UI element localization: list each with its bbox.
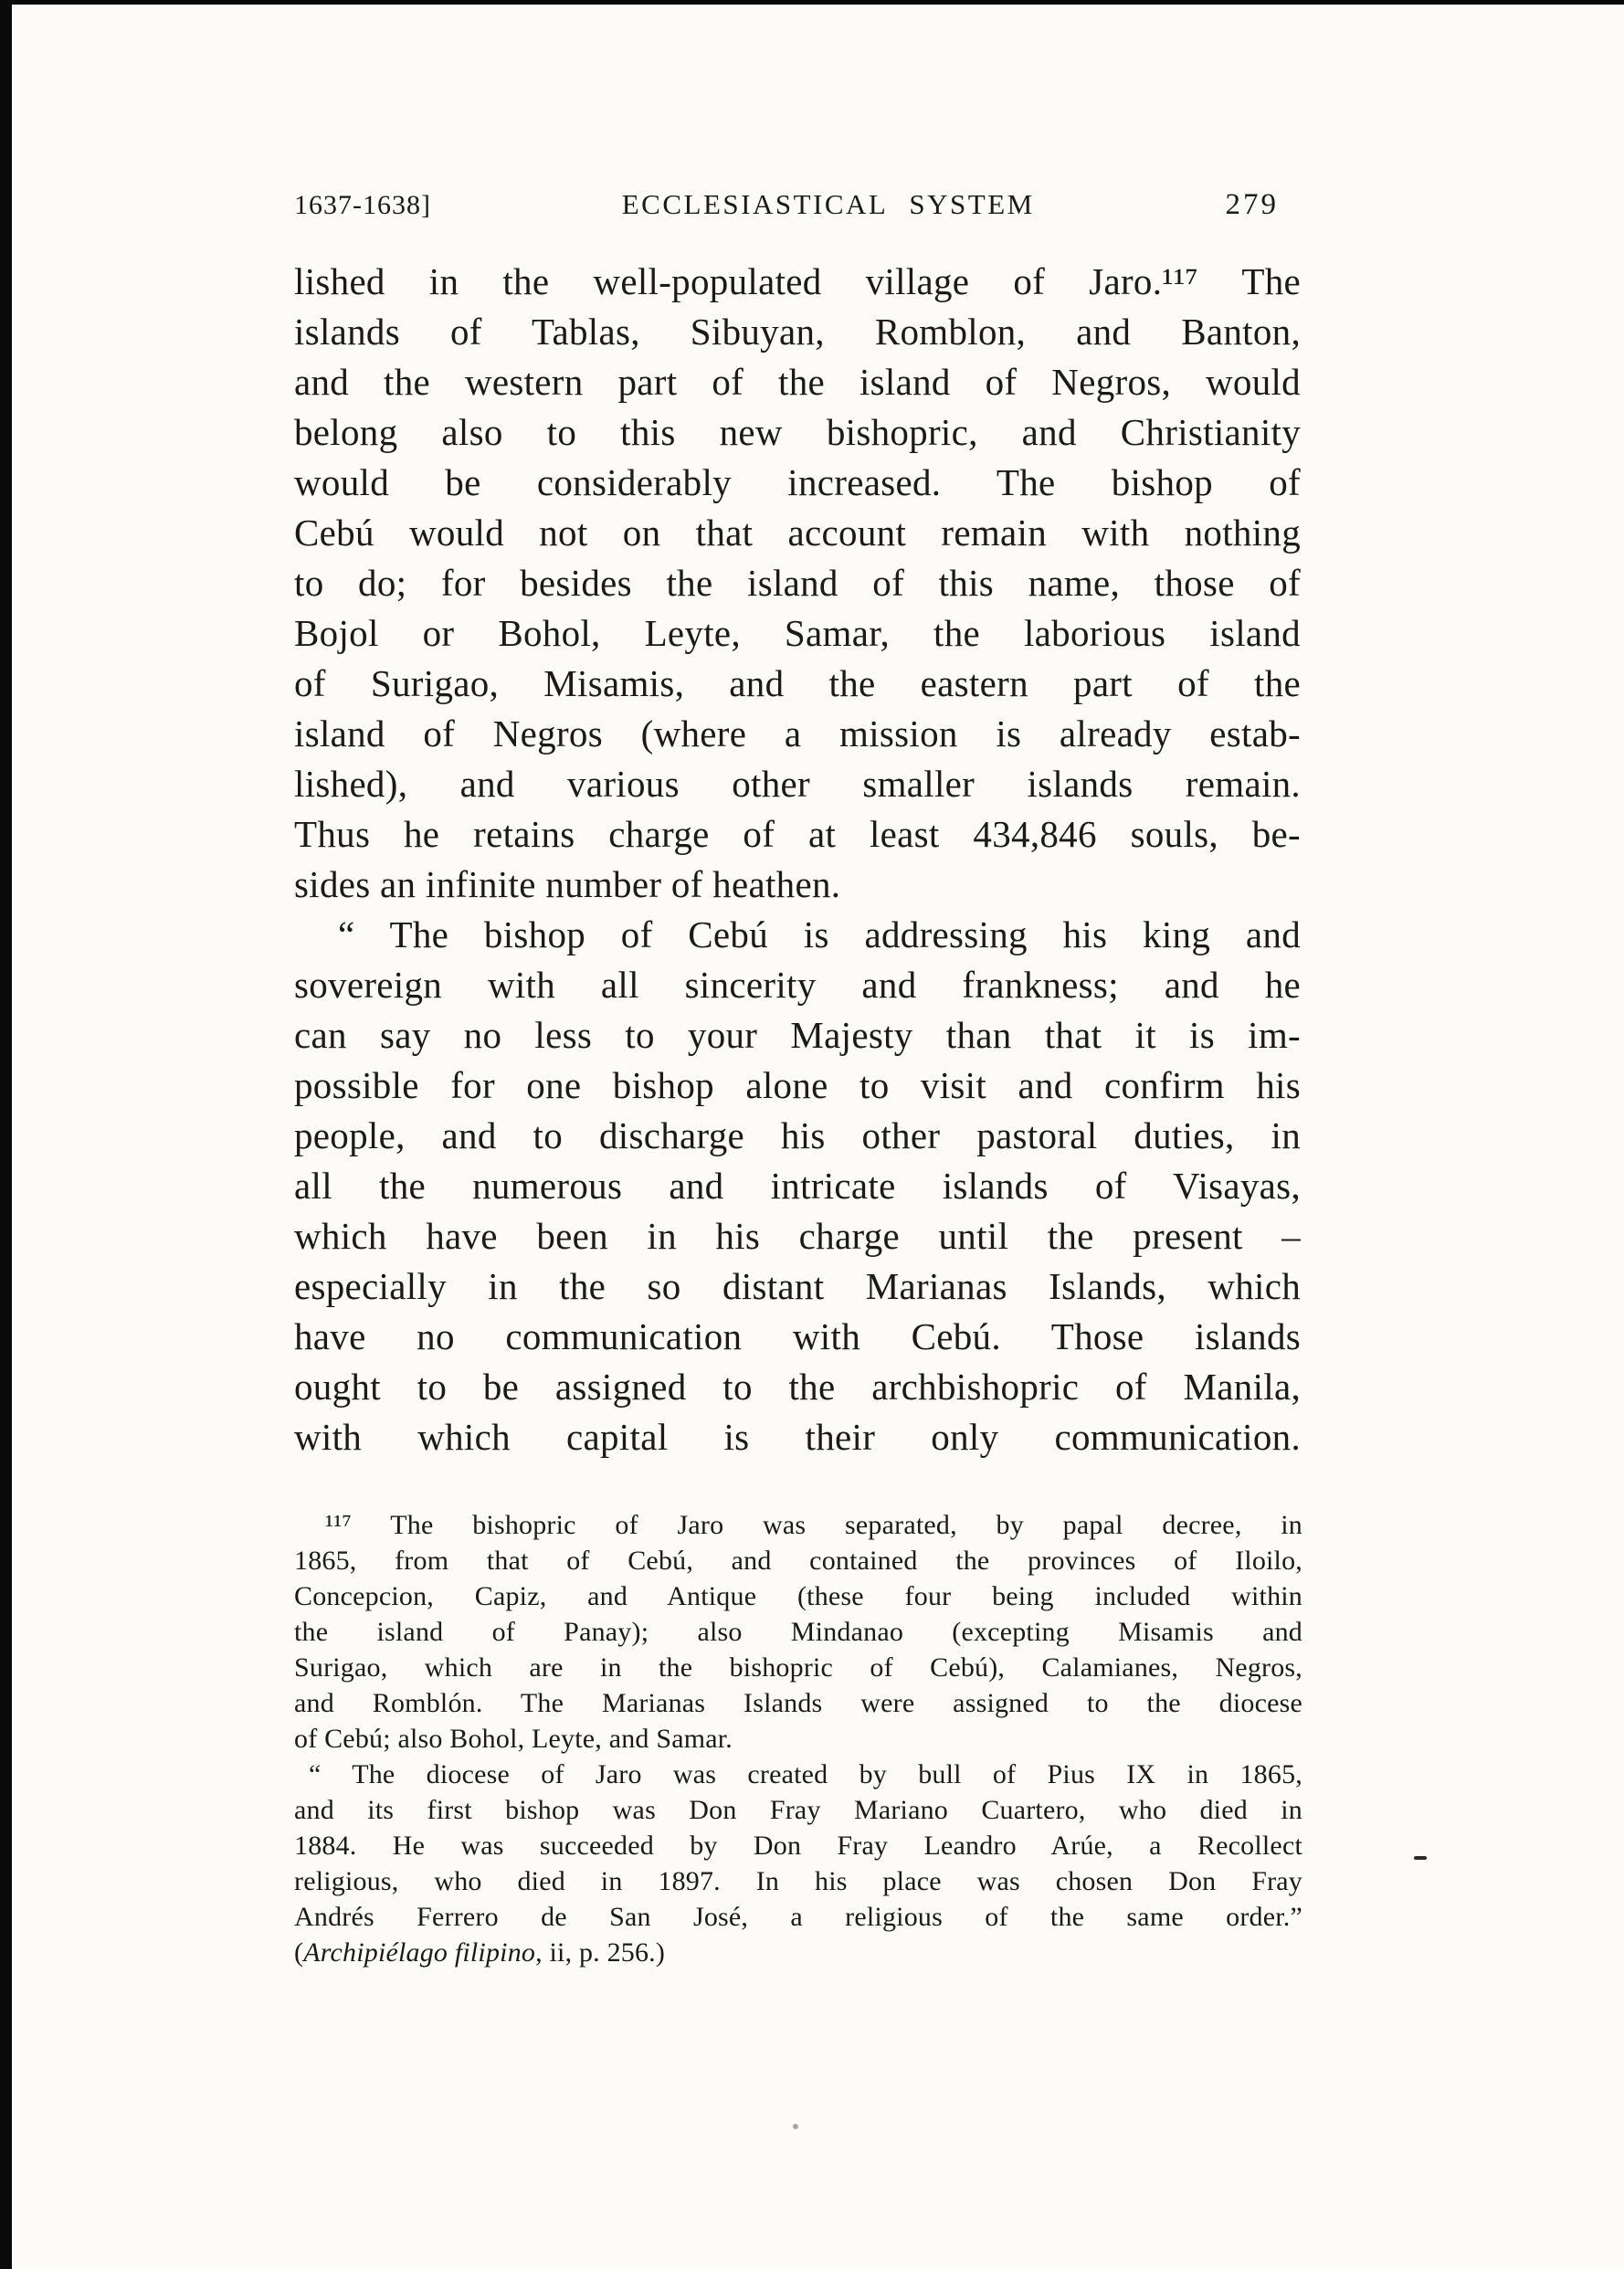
footnote-text-line: 1865, from that of Cebú, and contained the provinces of Iloilo, — [294, 1546, 1302, 1576]
body-text-line: sides an infinite number of heathen. — [294, 863, 841, 905]
body-text-line: have no communication with Cebú. Those islands — [294, 1315, 1301, 1357]
body-text-line: Bojol or Bohol, Leyte, Samar, the laborious island — [294, 612, 1301, 654]
scan-edge-top — [0, 0, 1624, 5]
body-text-line: possible for one bishop alone to visit and confirm his — [294, 1064, 1301, 1106]
footnote-text-line: ¹¹⁷ The bishopric of Jaro was separated, by papal decree, in — [325, 1510, 1302, 1540]
footnote-text-line: Surigao, which are in the bishopric of Cebú), Calamianes, Negros, — [294, 1652, 1302, 1683]
scan-artifact-dot — [793, 2124, 798, 2129]
header-date-range: 1637-1638] — [294, 190, 431, 220]
footnote-text-line: (Archipiélago filipino, ii, p. 256.) — [294, 1937, 666, 1968]
body-text-line: “ The bishop of Cebú is addressing his king and — [338, 913, 1301, 955]
body-text-line: belong also to this new bishopric, and Christianity — [294, 411, 1301, 453]
body-text-line: can say no less to your Majesty than that it is im- — [294, 1014, 1301, 1056]
header-page-number: 279 — [1225, 188, 1279, 221]
body-text-line: of Surigao, Misamis, and the eastern part of the — [294, 662, 1301, 704]
footnote-text-line: and its first bishop was Don Fray Mariano Cuartero, who died in — [294, 1795, 1302, 1825]
scan-edge-left — [0, 0, 12, 2269]
running-header — [294, 188, 1279, 222]
header-chapter-title: ECCLESIASTICAL SYSTEM — [621, 188, 1035, 220]
body-text-line: and the western part of the island of Negros, would — [294, 361, 1301, 403]
body-text-line: sovereign with all sincerity and frankness; and he — [294, 964, 1301, 1006]
footnote-text-line: of Cebú; also Bohol, Leyte, and Samar. — [294, 1724, 733, 1754]
scan-artifact-dash — [1414, 1856, 1427, 1860]
footnote-text-line: religious, who died in 1897. In his place was chosen Don Fray — [294, 1866, 1302, 1896]
body-text-line: which have been in his charge until the present – — [294, 1215, 1301, 1257]
body-text-line: with which capital is their only communication. — [294, 1416, 1301, 1458]
body-text-line: islands of Tablas, Sibuyan, Romblon, and Banton, — [294, 311, 1301, 353]
body-text-line: people, and to discharge his other pastoral duties, in — [294, 1114, 1301, 1156]
body-text-line: lished in the well-populated village of Jaro.¹¹⁷ The — [294, 260, 1301, 302]
body-text-line: to do; for besides the island of this name, those of — [294, 562, 1301, 604]
body-paragraph-1 — [294, 257, 1301, 910]
body-text-line: lished), and various other smaller islands remain. — [294, 763, 1301, 805]
footnote-text-line: Concepcion, Capiz, and Antique (these four being included within — [294, 1581, 1302, 1611]
page-body — [294, 257, 1301, 1462]
body-text-line: Thus he retains charge of at least 434,846 souls, be- — [294, 813, 1301, 855]
body-paragraph-2 — [294, 910, 1301, 1462]
footnote-block — [294, 1507, 1302, 1970]
footnote-text-line: “ The diocese of Jaro was created by bull of Pius IX in 1865, — [309, 1759, 1302, 1789]
body-text-line: would be considerably increased. The bishop of — [294, 461, 1301, 503]
footnote-paragraph-2 — [294, 1757, 1302, 1970]
footnote-text-line: and Romblón. The Marianas Islands were assigned to the diocese — [294, 1688, 1302, 1718]
body-text-line: ought to be assigned to the archbishopric of Manila, — [294, 1366, 1301, 1408]
body-text-line: especially in the so distant Marianas Islands, which — [294, 1265, 1301, 1307]
body-text-line: Cebú would not on that account remain with nothing — [294, 512, 1301, 554]
footnote-text-line: 1884. He was succeeded by Don Fray Leandro Arúe, a Recollect — [294, 1831, 1302, 1861]
footnote-text-line: Andrés Ferrero de San José, a religious of the same order.” — [294, 1902, 1302, 1932]
footnote-paragraph-1 — [294, 1507, 1302, 1757]
body-text-line: all the numerous and intricate islands of Visayas, — [294, 1165, 1301, 1207]
footnote-text-line: the island of Panay); also Mindanao (excepting Misamis and — [294, 1617, 1302, 1647]
body-text-line: island of Negros (where a mission is already estab- — [294, 712, 1301, 755]
